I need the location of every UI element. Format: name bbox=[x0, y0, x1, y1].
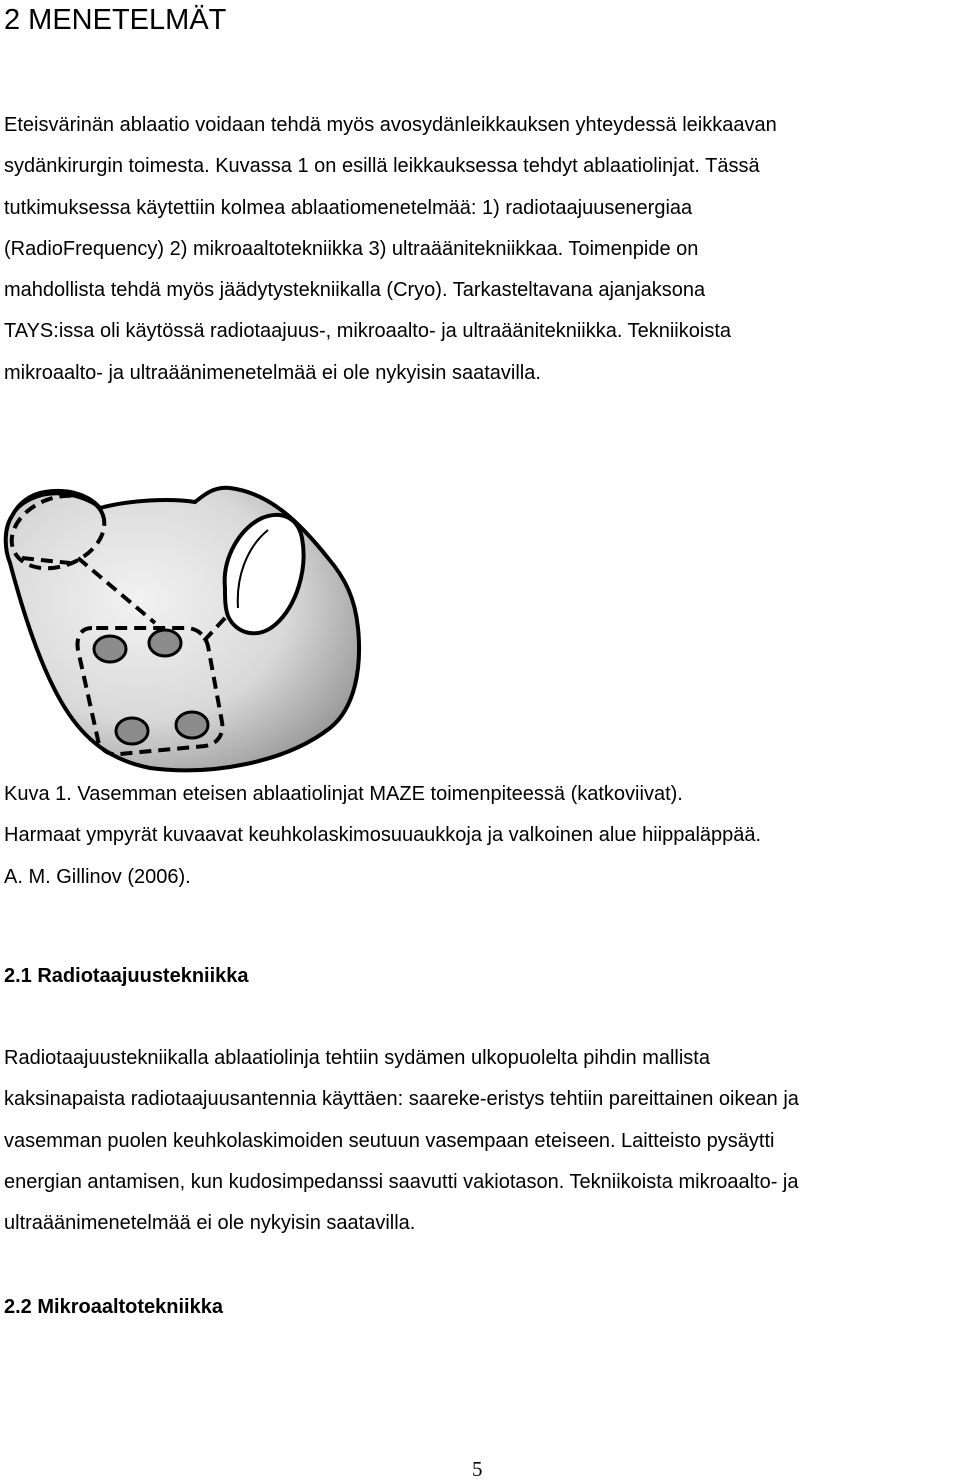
section-line: Radiotaajuustekniikalla ablaatiolinja tehtiin sydämen ulkopuolelta pihdin mallista bbox=[4, 1047, 710, 1069]
subsection-heading: 2.1 Radiotaajuustekniikka bbox=[4, 965, 249, 987]
intro-line: Eteisvärinän ablaatio voidaan tehdä myös avosydänleikkauksen yhteydessä leikkaavan bbox=[4, 114, 777, 136]
caption-line: Harmaat ympyrät kuvaavat keuhkolaskimosuuaukkoja ja valkoinen alue hiippaläppää. bbox=[4, 824, 762, 847]
intro-line: TAYS:issa oli käytössä radiotaajuus-, mikroaalto- ja ultraäänitekniikka. Tekniikoista bbox=[4, 320, 731, 343]
section-paragraph bbox=[4, 1038, 960, 1244]
intro-line: sydänkirurgin toimesta. Kuvassa 1 on esillä leikkauksessa tehdyt ablaatiolinjat. Tässä bbox=[4, 155, 760, 178]
section-line: ultraäänimenetelmää ei ole nykyisin saatavilla. bbox=[4, 1212, 416, 1235]
page-number: 5 bbox=[472, 1457, 483, 1481]
section-line: kaksinapaista radiotaajuusantennia käyttäen: saareke-eristys tehtiin pareittainen oikean ja bbox=[4, 1088, 799, 1111]
pulmonary-vein-opening bbox=[116, 718, 148, 744]
pulmonary-vein-opening bbox=[149, 630, 181, 656]
caption-line: A. M. Gillinov (2006). bbox=[4, 865, 191, 888]
section-line: energian antamisen, kun kudosimpedanssi saavutti vakiotason. Tekniikoista mikroaalto- ja bbox=[4, 1170, 799, 1193]
intro-line: (RadioFrequency) 2) mikroaaltotekniikka 3) ultraäänitekniikkaa. Toimenpide on bbox=[4, 237, 699, 260]
section-line: vasemman puolen keuhkolaskimoiden seutuun vasempaan eteiseen. Laitteisto pysäytti bbox=[4, 1129, 775, 1152]
figure-caption bbox=[4, 774, 761, 898]
intro-paragraph bbox=[4, 105, 960, 394]
intro-line: mahdollista tehdä myös jäädytystekniikalla (Cryo). Tarkasteltavana ajanjaksona bbox=[4, 279, 706, 302]
section-heading: 2 MENETELMÄT bbox=[4, 4, 227, 36]
caption-line: Kuva 1. Vasemman eteisen ablaatiolinjat MAZE toimenpiteessä (katkoviivat). bbox=[4, 783, 683, 805]
left-atrium-figure bbox=[0, 478, 370, 778]
pulmonary-vein-opening bbox=[176, 712, 208, 738]
pulmonary-vein-opening bbox=[94, 636, 126, 662]
subsection-heading: 2.2 Mikroaaltotekniikka bbox=[4, 1296, 223, 1318]
intro-line: mikroaalto- ja ultraäänimenetelmää ei ole nykyisin saatavilla. bbox=[4, 361, 541, 384]
intro-line: tutkimuksessa käytettiin kolmea ablaatiomenetelmää: 1) radiotaajuusenergiaa bbox=[4, 196, 693, 219]
